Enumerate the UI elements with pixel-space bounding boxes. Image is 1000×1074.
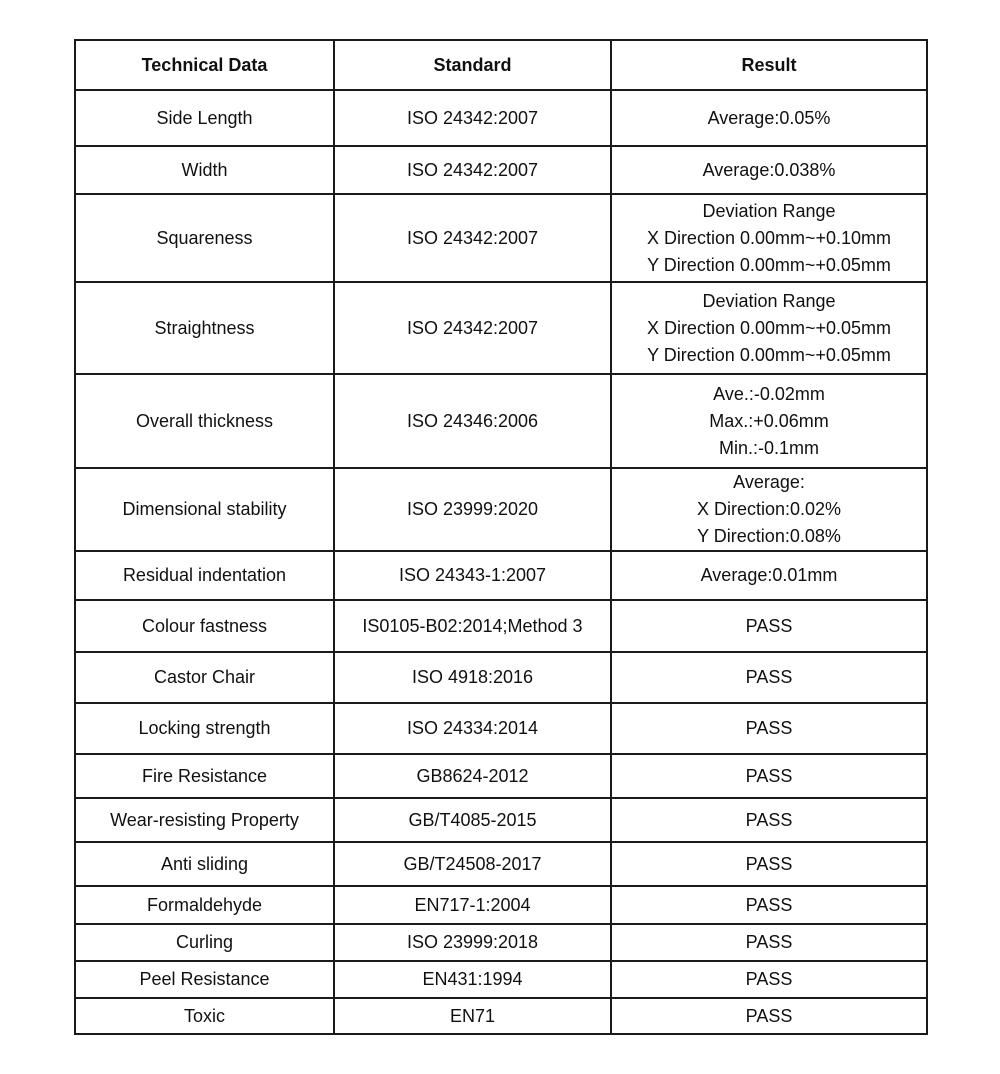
result-line: Average:0.038% <box>702 159 836 180</box>
cell-technical-data: Locking strength <box>75 703 334 754</box>
cell-result <box>611 90 927 146</box>
technical-data-table <box>74 39 928 1035</box>
result-line: Max.:+0.06mm <box>709 410 829 431</box>
cell-result <box>611 998 927 1034</box>
result-line: Y Direction 0.00mm~+0.05mm <box>647 254 891 275</box>
cell-result <box>611 600 927 652</box>
result-line: PASS <box>745 894 793 915</box>
table-row <box>75 842 927 886</box>
cell-standard: ISO 4918:2016 <box>334 652 611 703</box>
cell-standard: ISO 23999:2018 <box>334 924 611 961</box>
table-row <box>75 551 927 600</box>
result-line: PASS <box>745 718 793 738</box>
result-line: PASS <box>745 1005 793 1026</box>
result-line: Y Direction:0.08% <box>697 526 841 546</box>
cell-technical-data: Wear-resisting Property <box>75 798 334 842</box>
table-row <box>75 652 927 703</box>
cell-standard: ISO 24334:2014 <box>334 703 611 754</box>
cell-technical-data: Residual indentation <box>75 551 334 600</box>
cell-result <box>611 886 927 924</box>
cell-standard: ISO 24342:2007 <box>334 194 611 282</box>
cell-technical-data: Width <box>75 146 334 194</box>
table-row <box>75 374 927 468</box>
result-line: X Direction 0.00mm~+0.10mm <box>646 227 892 248</box>
result-line: PASS <box>745 969 793 989</box>
result-line: Average:0.01mm <box>700 565 838 585</box>
header-technical-data: Technical Data <box>75 40 334 90</box>
header-standard: Standard <box>334 40 611 90</box>
cell-standard: EN71 <box>334 998 611 1034</box>
cell-standard: ISO 24346:2006 <box>334 374 611 468</box>
cell-technical-data: Squareness <box>75 194 334 282</box>
cell-standard: IS0105-B02:2014;Method 3 <box>334 600 611 652</box>
table-body <box>75 90 927 1034</box>
cell-result <box>611 961 927 998</box>
cell-standard: EN431:1994 <box>334 961 611 998</box>
result-line: Ave.:-0.02mm <box>713 383 825 404</box>
table-row <box>75 468 927 551</box>
cell-technical-data: Anti sliding <box>75 842 334 886</box>
cell-result <box>611 754 927 798</box>
cell-standard: ISO 24342:2007 <box>334 146 611 194</box>
cell-result <box>611 551 927 600</box>
cell-standard: GB/T4085-2015 <box>334 798 611 842</box>
cell-standard: EN717-1:2004 <box>334 886 611 924</box>
cell-result <box>611 652 927 703</box>
cell-result <box>611 703 927 754</box>
cell-standard: ISO 24342:2007 <box>334 282 611 374</box>
result-line: PASS <box>745 932 793 952</box>
result-line: Average: <box>733 472 805 492</box>
result-line: Deviation Range <box>702 200 836 221</box>
cell-technical-data: Castor Chair <box>75 652 334 703</box>
table-row <box>75 282 927 374</box>
cell-result <box>611 194 927 282</box>
cell-technical-data: Fire Resistance <box>75 754 334 798</box>
cell-result <box>611 842 927 886</box>
cell-result <box>611 468 927 551</box>
result-line: PASS <box>745 615 793 636</box>
table-row <box>75 998 927 1034</box>
cell-technical-data: Peel Resistance <box>75 961 334 998</box>
cell-result <box>611 146 927 194</box>
cell-result <box>611 798 927 842</box>
result-line: X Direction:0.02% <box>696 499 842 519</box>
cell-standard: ISO 24343-1:2007 <box>334 551 611 600</box>
cell-technical-data: Curling <box>75 924 334 961</box>
cell-technical-data: Side Length <box>75 90 334 146</box>
table-row <box>75 703 927 754</box>
cell-technical-data: Formaldehyde <box>75 886 334 924</box>
table-row <box>75 754 927 798</box>
cell-technical-data: Straightness <box>75 282 334 374</box>
table-row <box>75 961 927 998</box>
result-line: Deviation Range <box>702 290 836 311</box>
cell-standard: GB/T24508-2017 <box>334 842 611 886</box>
result-line: Average:0.05% <box>707 107 831 128</box>
cell-technical-data: Colour fastness <box>75 600 334 652</box>
header-result: Result <box>611 40 927 90</box>
result-line: PASS <box>745 765 793 786</box>
table-row <box>75 924 927 961</box>
cell-technical-data: Dimensional stability <box>75 468 334 551</box>
result-line: X Direction 0.00mm~+0.05mm <box>646 317 892 338</box>
cell-technical-data: Toxic <box>75 998 334 1034</box>
cell-standard: ISO 24342:2007 <box>334 90 611 146</box>
cell-result <box>611 924 927 961</box>
table-row <box>75 600 927 652</box>
result-line: PASS <box>745 809 793 830</box>
result-line: PASS <box>745 667 793 687</box>
result-line: PASS <box>745 853 793 874</box>
cell-standard: ISO 23999:2020 <box>334 468 611 551</box>
table-row <box>75 886 927 924</box>
table-row <box>75 90 927 146</box>
result-line: Min.:-0.1mm <box>718 437 819 458</box>
table-row <box>75 146 927 194</box>
header-row <box>75 40 927 90</box>
cell-technical-data: Overall thickness <box>75 374 334 468</box>
cell-result <box>611 282 927 374</box>
table-row <box>75 194 927 282</box>
cell-standard: GB8624-2012 <box>334 754 611 798</box>
table-row <box>75 798 927 842</box>
result-line: Y Direction 0.00mm~+0.05mm <box>647 344 891 365</box>
cell-result <box>611 374 927 468</box>
